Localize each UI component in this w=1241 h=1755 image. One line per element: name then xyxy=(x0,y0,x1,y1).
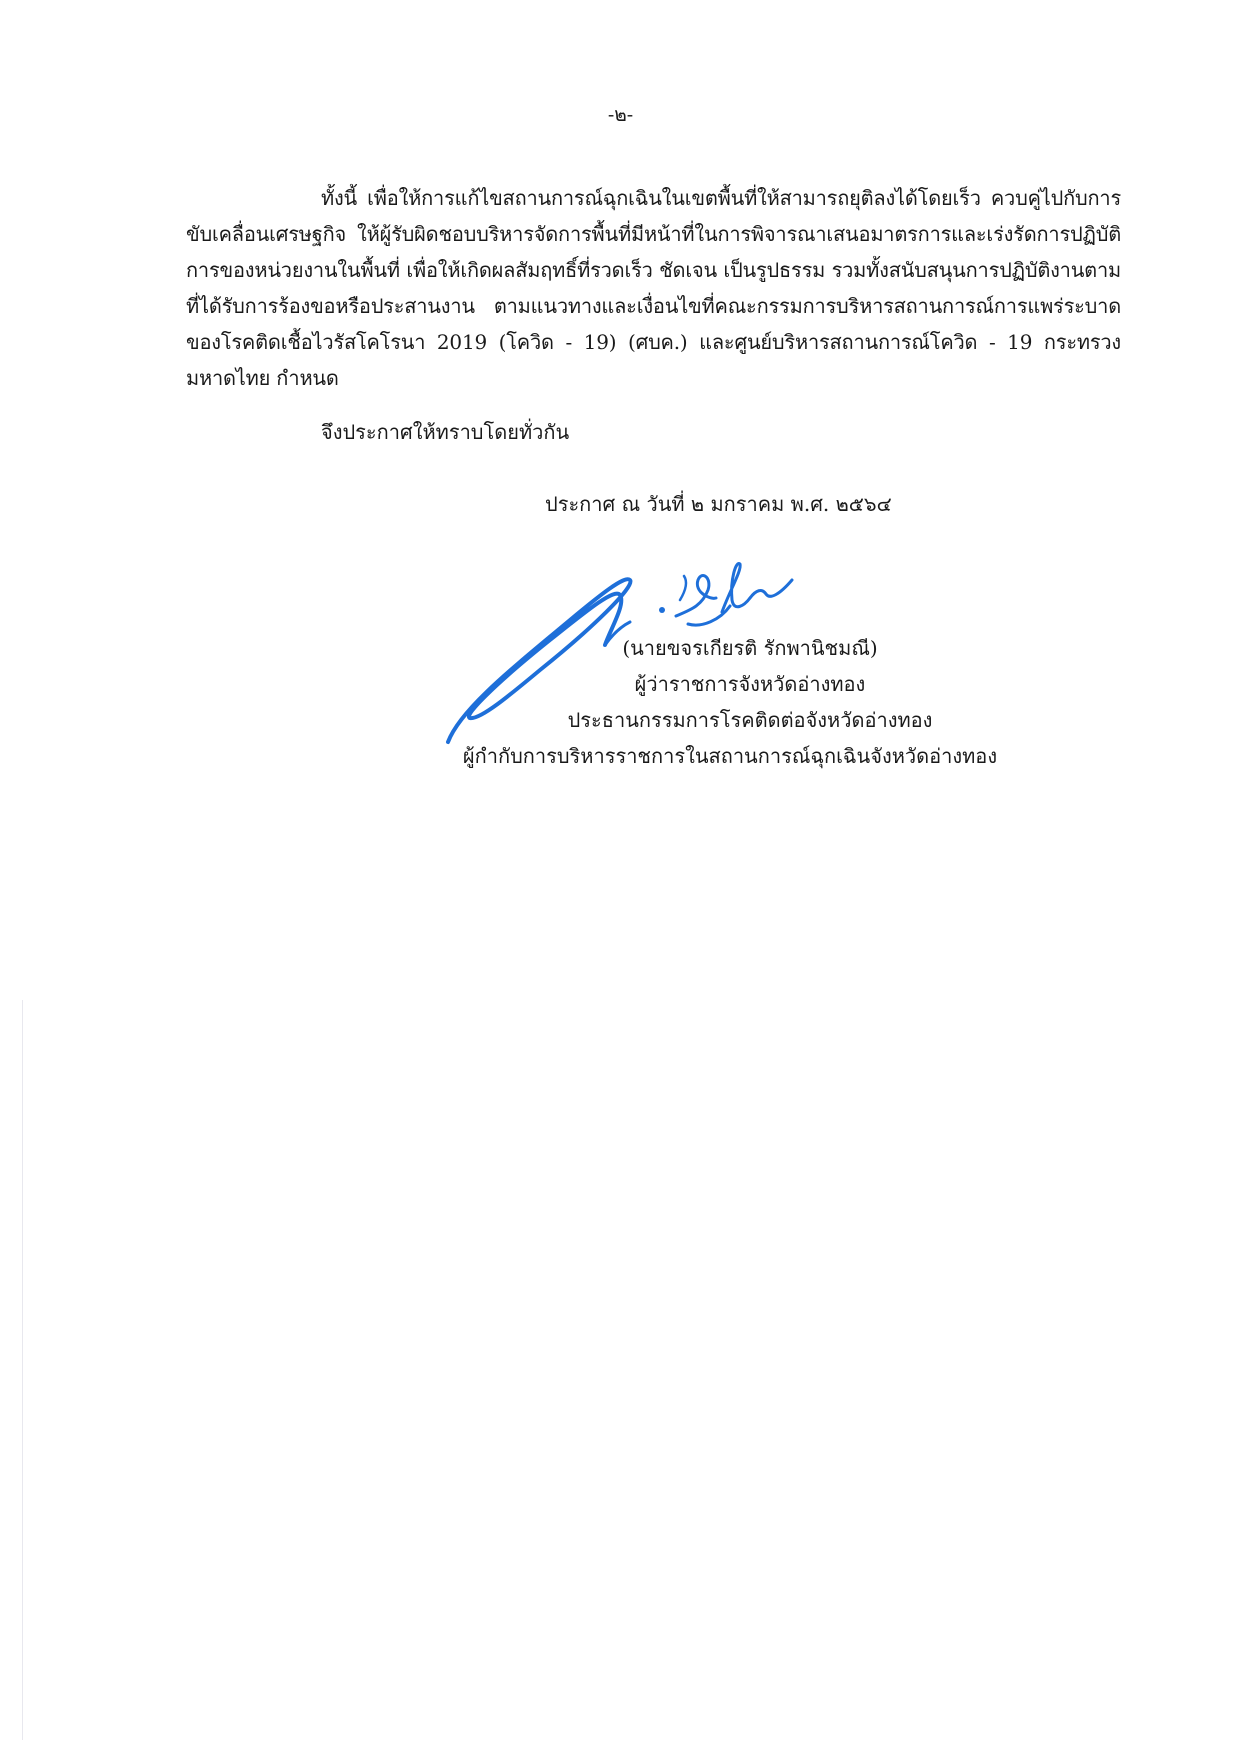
signatory-position-governor: ผู้ว่าราชการจังหวัดอ่างทอง xyxy=(634,672,866,696)
signatory-position-committee: ประธานกรรมการโรคติดต่อจังหวัดอ่างทอง xyxy=(567,708,933,732)
signatory-position-emergency: ผู้กำกับการบริหารราชการในสถานการณ์ฉุกเฉินจังหวัดอ่างทอง xyxy=(462,744,998,768)
body-text xyxy=(186,180,1121,450)
page-number: -๒- xyxy=(607,104,634,126)
announcement-date: ประกาศ ณ วันที่ ๒ มกราคม พ.ศ. ๒๕๖๔ xyxy=(545,492,892,516)
scan-margin-line xyxy=(22,1000,23,1740)
paragraph-main: ทั้งนี้ เพื่อให้การแก้ไขสถานการณ์ฉุกเฉินในเขตพื้นที่ให้สามารถยุติลงได้โดยเร็ว ควบคู่ไปกับการขับเคลื่อนเศรษฐกิจ ให้ผู้รับผิดชอบบริหารจัดการพื้นที่มีหน้าที่ในการพิจารณาเสนอมาตรการและเร่งรัดการปฏิบัติการของหน่วยงานในพื้นที่ เพื่อให้เกิดผลสัมฤทธิ์ที่รวดเร็ว ชัดเจน เป็นรูปธรรม รวมทั้งสนับสนุนการปฏิบัติงานตามที่ได้รับการร้องขอหรือประสานงาน ตามแนวทางและเงื่อนไขที่คณะกรรมการบริหารสถานการณ์การแพร่ระบาดของโรคติดเชื้อไวรัสโคโรนา 2019 (โควิด - 19) (ศบค.) และศูนย์บริหารสถานการณ์โควิด - 19 กระทรวงมหาดไทย กำหนด xyxy=(186,186,1121,390)
signature-block xyxy=(440,630,1020,774)
signatory-name: (นายขจรเกียรติ รักพานิชมณี) xyxy=(622,636,878,660)
paragraph-closing: จึงประกาศให้ทราบโดยทั่วกัน xyxy=(321,420,570,444)
